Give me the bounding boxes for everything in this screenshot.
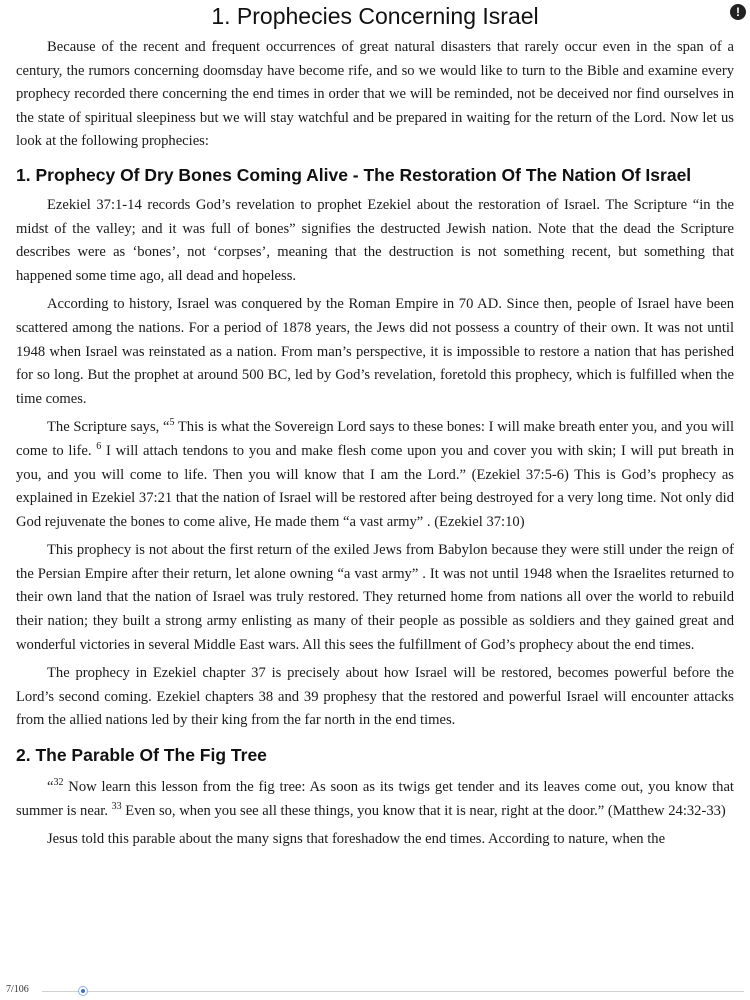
section-1-paragraph-1: Ezekiel 37:1-14 records God’s revelation to prophet Ezekiel about the restoration of Israel. The Scripture “in the midst of the valley; and it was full of bones” signifies the destructed Jewish nation. Note that the dead the Scripture describes were as ‘bones’, not ‘corpses’, meaning that the destruction is not something recent, but something that happened some time ago, all dead and hopeless. xyxy=(16,196,734,284)
section-2-paragraph-1 xyxy=(16,776,734,823)
intro-paragraph: Because of the recent and frequent occurrences of great natural disasters that rarely occur even in the span of a century, the rumors concerning doomsday have become rife, and so we would like to turn to the Bible and examine every prophecy recorded there concerning the end times in order that we will be reminded, not be deceived nor find ourselves in the state of spiritual sleepiness but we will stay watchful and be prepared in waiting for the return of the Lord. Now let us look at the following prophecies: xyxy=(16,39,734,150)
text-run: I will attach tendons to you and make flesh come upon you and cover you with skin; I will put breath in you, and you will come to life. Then you will know that I am the Lord.” (Ezekiel 37:5-6) This is God’s prophecy as explained in Ezekiel 37:21 that the nation of Israel will be restored after being destroyed for a very long time. Not only did God rejuvenate the bones to come alive, He made them “a vast army” . (Ezekiel 37:10) xyxy=(16,442,734,530)
text-run: Even so, when you see all these things, you know that it is near, right at the door.” (Matthew 24:32-33) xyxy=(121,802,726,819)
exclamation-circle-icon[interactable]: ! xyxy=(730,4,746,20)
section-1-paragraph-4: This prophecy is not about the first return of the exiled Jews from Babylon because they were still under the reign of the Persian Empire after their return, let alone owning “a vast army” . It was not until 1948 when the Israelites returned to their own land that the nation of Israel was truly restored. They returned home from nations all over the world to rebuild their nation; they built a strong army enlisting as many of their people as possible as soldiers and they gained great and wonderful victories in several Middle East wars. All this sees the fulfillment of God’s prophecy about the end times. xyxy=(16,542,734,653)
section-2-heading: 2. The Parable Of The Fig Tree xyxy=(16,745,267,766)
document-body xyxy=(16,36,734,852)
section-1-heading: 1. Prophecy Of Dry Bones Coming Alive - The Restoration Of The Nation Of Israel xyxy=(16,164,692,185)
section-1-paragraph-5: The prophecy in Ezekiel chapter 37 is precisely about how Israel will be restored, becomes powerful before the Lord’s second coming. Ezekiel chapters 38 and 39 prophesy that the restored and powerful Israel will encounter attacks from the allied nations led by their king from the far north in the end times. xyxy=(16,665,734,729)
text-run: This is what the Sovereign Lord says to these bones: I will make breath enter you, and you will come to life. xyxy=(16,419,734,459)
verse-number: 6 xyxy=(96,440,102,452)
page-title: 1. Prophecies Concerning Israel xyxy=(211,3,539,29)
text-run: Now learn this lesson from the fig tree: As soon as its twigs get tender and its leaves come out, you know that summer is near. xyxy=(16,779,734,819)
section-1-paragraph-2: According to history, Israel was conquered by the Roman Empire in 70 AD. Since then, people of Israel have been scattered among the nations. For a period of 1878 years, the Jews did not possess a country of their own. It was not until 1948 when Israel was reinstated as a nation. From man’s perspective, it is impossible to restore a nation that has perished for so long. But the prophet at around 500 BC, led by God’s revelation, foretold this prophecy, which is fulfilled when the time comes. xyxy=(16,296,734,407)
verse-number: 5 xyxy=(169,417,175,429)
page-footer xyxy=(0,982,750,1000)
page-scrubber-handle[interactable] xyxy=(78,986,88,996)
page-scrubber-track[interactable] xyxy=(42,991,744,992)
verse-number: 33 xyxy=(111,800,122,812)
text-run: The Scripture says, “ xyxy=(47,419,170,436)
text-run: “ xyxy=(47,779,54,796)
verse-number: 32 xyxy=(53,777,64,789)
section-2-paragraph-2: Jesus told this parable about the many signs that foreshadow the end times. According to nature, when the xyxy=(47,831,666,848)
section-1-paragraph-3 xyxy=(16,416,734,534)
page-indicator: 7/106 xyxy=(6,984,29,995)
